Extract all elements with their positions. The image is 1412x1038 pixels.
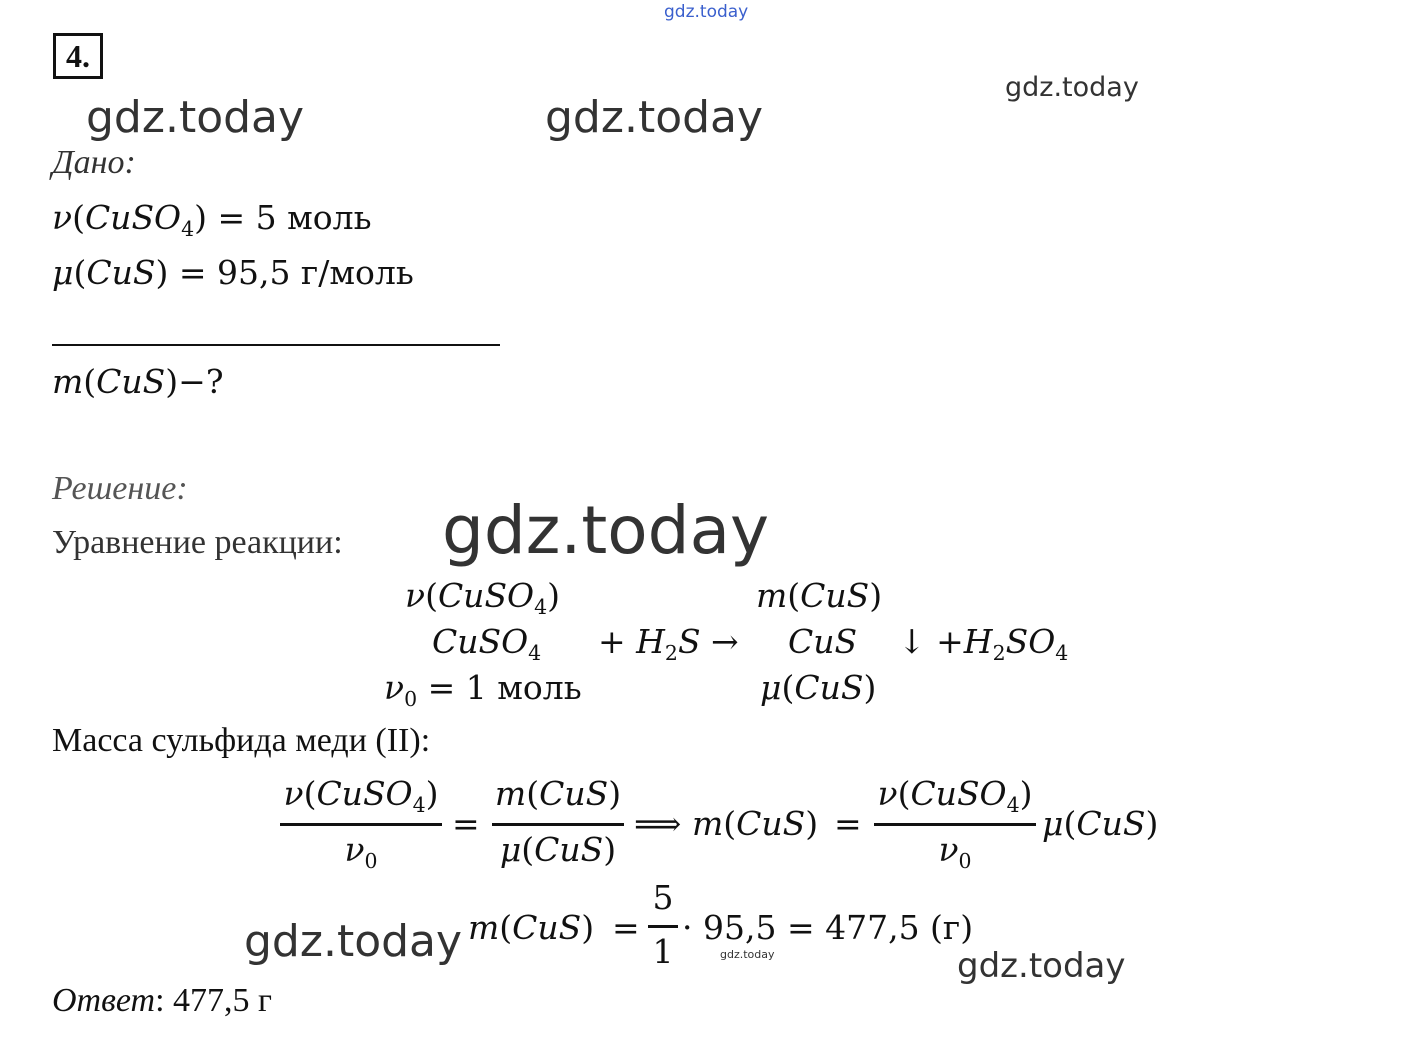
calc-equals: = [612,908,640,947]
watermark-row-center: gdz.today [545,92,764,143]
watermark-top: gdz.today [664,2,749,22]
calc-lhs: m(CuS) [468,908,595,947]
mass-lhs: m(CuS) [692,804,819,843]
watermark-bottom-tiny: gdz.today [720,948,775,961]
given-line-molar-mass: μ(CuS) = 95,5 г/моль [52,253,414,292]
molar-mass-rhs: μ(CuS) [1042,804,1159,843]
given-heading: Дано: [52,144,136,181]
equals-sign-1: = [452,804,480,843]
reaction-product-cus: CuS [788,622,858,661]
mass-label: Масса сульфида меди (II): [52,722,431,759]
fraction-moles-ratio-2: ν(CuSO$_4$) $\nu_0$ [874,772,1036,872]
find-line: m(CuS)−? [52,362,224,401]
calc-fraction: 5 1 [648,878,678,974]
given-line-moles: ν(CuSO$_4$) = 5 моль [52,198,372,242]
reaction-reactant-h2s: + $H_2S$ → [598,622,739,666]
reaction-label: Уравнение реакции: [52,524,343,561]
solution-heading: Решение: [52,470,188,507]
watermark-bottom-left: gdz.today [244,916,463,967]
answer-line: Ответ: 477,5 г [52,982,272,1019]
calc-result: · 95,5 = 477,5 (г) [682,908,974,947]
watermark-row-left: gdz.today [86,92,305,143]
reaction-bottom-right: μ(CuS) [760,668,877,707]
implies-sign: ⟹ [634,804,682,843]
watermark-bottom-right: gdz.today [957,946,1126,986]
reaction-bottom-left: $\nu_0 = 1$ моль [384,668,582,712]
reaction-reactant-cuso4: CuSO$_4$ [432,622,542,666]
fraction-moles-ratio: ν(CuSO$_4$) $\nu_0$ [280,772,442,872]
reaction-top-left: ν(CuSO$_4$) [405,576,560,620]
task-number: 4. [53,33,103,79]
fraction-mass-ratio: m(CuS) μ(CuS) [492,772,624,872]
watermark-middle: gdz.today [442,492,770,569]
watermark-top-right: gdz.today [1005,72,1139,103]
given-divider [52,344,500,346]
equals-sign-2: = [834,804,862,843]
reaction-top-right: m(CuS) [756,576,883,615]
reaction-product-h2so4: ↓ $+H_2SO_4$ [898,622,1069,666]
